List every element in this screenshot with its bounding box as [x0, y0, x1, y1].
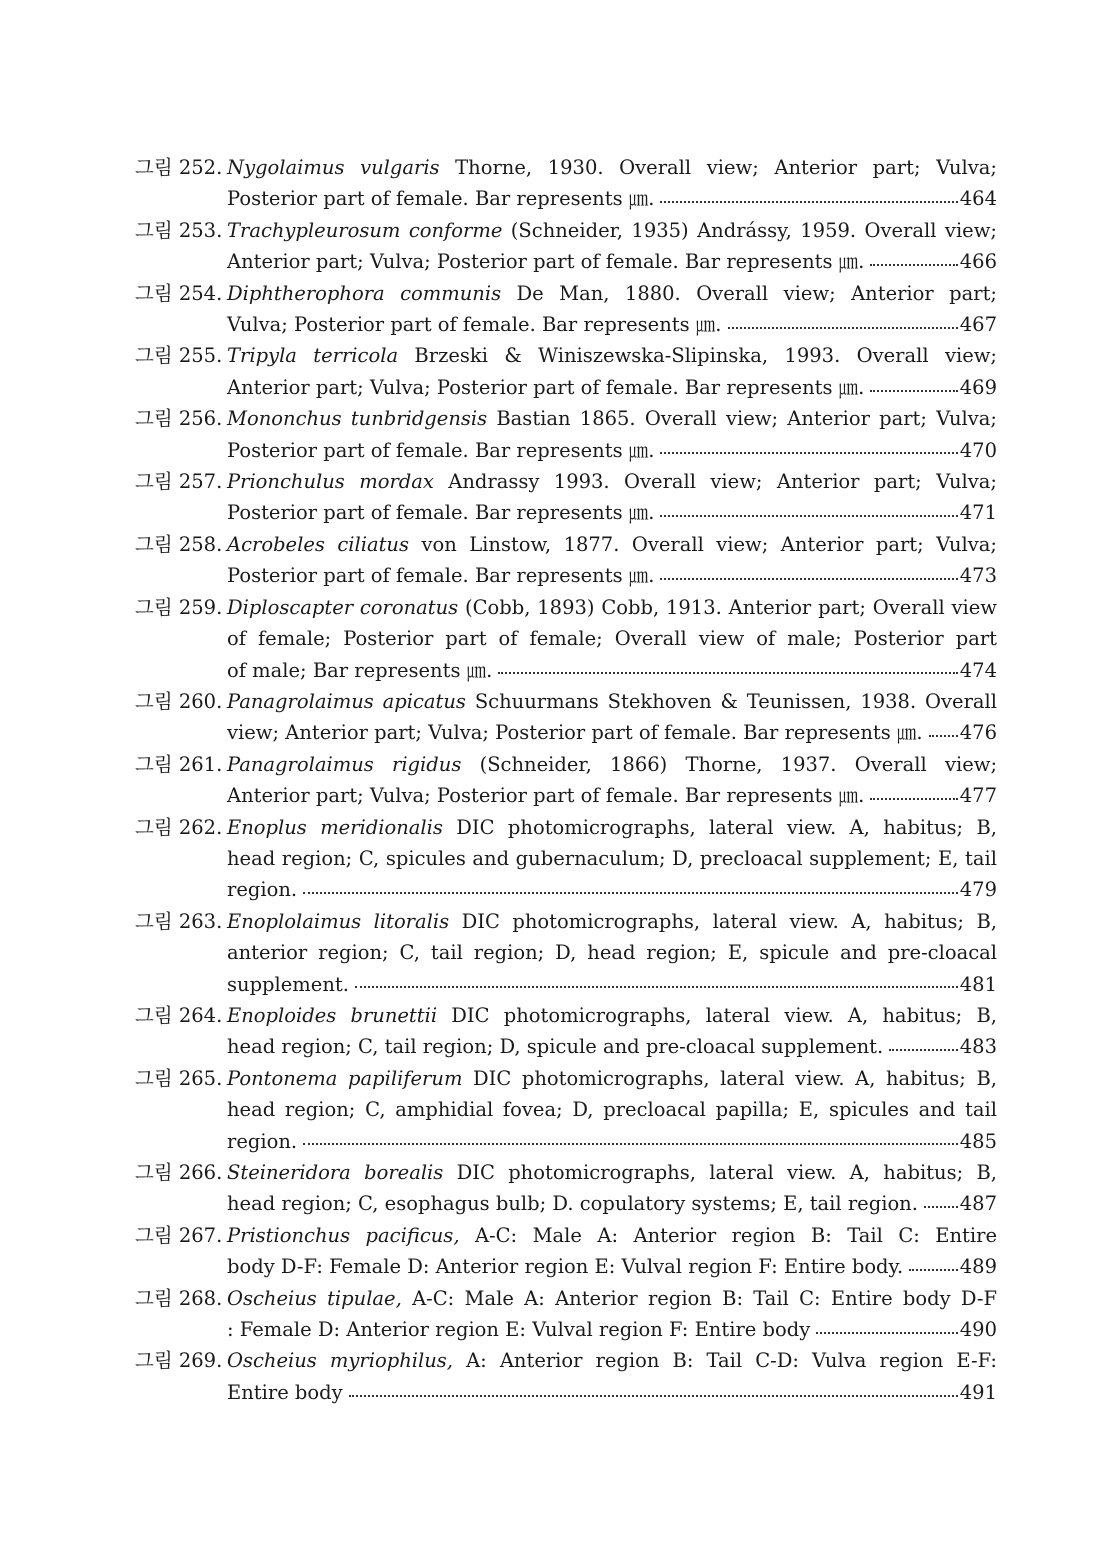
caption-line [227, 403, 997, 434]
species-name: Diploscapter coronatus [227, 595, 459, 619]
species-name: Diphtherophora communis [227, 281, 502, 305]
page-number[interactable]: 479 [959, 878, 997, 902]
caption-line [227, 215, 997, 246]
page-number[interactable]: 466 [959, 250, 997, 274]
caption-line [227, 1031, 997, 1062]
caption-text: A: Anterior region B: Tail C-D: Vulva region E-F: [453, 1349, 997, 1373]
caption-text: of female; Posterior part of female; Overall view of male; Posterior part [227, 627, 997, 651]
page-number[interactable]: 470 [959, 438, 997, 462]
page-number[interactable]: 469 [959, 375, 997, 399]
figure-entry [135, 1157, 997, 1220]
species-name: Prionchulus mordax [227, 470, 434, 494]
figure-entry [135, 215, 997, 278]
page-number[interactable]: 471 [959, 501, 997, 525]
leader-dots [660, 515, 957, 517]
caption-text: Posterior part of female. Bar represents ㎛. [227, 438, 655, 462]
caption-text: (Schneider, 1935) Andrássy, 1959. Overall view; [502, 218, 997, 242]
caption-text: A-C: Male A: Anterior region B: Tail C: Entire body D-F [401, 1286, 997, 1310]
page-number[interactable]: 481 [959, 972, 997, 996]
caption-line [227, 592, 997, 623]
caption-line [227, 655, 997, 686]
caption-text: Anterior part; Vulva; Posterior part of female. Bar represents ㎛. [227, 250, 865, 274]
caption-line [227, 278, 997, 309]
figure-number: 그림 269. [135, 1349, 223, 1373]
caption-line [227, 906, 997, 937]
figure-list [135, 152, 997, 1408]
figure-number: 그림 252. [135, 156, 223, 179]
figure-number: 그림 263. [135, 909, 223, 933]
figure-entry [135, 340, 997, 403]
figure-number: 그림 257. [135, 470, 223, 494]
species-name: Pristionchus pacificus, [227, 1223, 460, 1247]
figure-number: 그림 259. [135, 595, 223, 619]
species-name: Oscheius myriophilus, [227, 1349, 453, 1373]
leader-dots [660, 452, 957, 454]
caption-line [227, 1345, 997, 1376]
caption-text: (Cobb, 1893) Cobb, 1913. Anterior part; Overall view [458, 595, 997, 619]
caption-line [227, 183, 997, 214]
leader-dots [924, 1206, 958, 1208]
page-number[interactable]: 487 [959, 1192, 997, 1216]
caption-text: Entire body [227, 1380, 343, 1404]
species-name: Panagrolaimus rigidus [227, 752, 462, 776]
leader-dots [660, 201, 957, 203]
caption-text: head region; C, spicules and gubernaculum; D, precloacal supplement; E, tail [227, 846, 997, 870]
species-name: Mononchus tunbridgensis [227, 407, 488, 431]
species-name: Steineridora borealis [227, 1161, 444, 1184]
caption-line [227, 1377, 997, 1408]
figure-number: 그림 262. [135, 815, 223, 839]
caption-text: body D-F: Female D: Anterior region E: Vulval region F: Entire body. [227, 1255, 904, 1279]
caption-text: region. [227, 878, 298, 902]
caption-text: : Female D: Anterior region E: Vulval region F: Entire body [227, 1318, 811, 1342]
figure-entry [135, 1063, 997, 1157]
caption-line [227, 152, 997, 183]
species-name: Enoplolaimus litoralis [227, 909, 450, 933]
species-name: Panagrolaimus apicatus [227, 689, 466, 713]
leader-dots [816, 1332, 958, 1334]
caption-text: Thorne, 1930. Overall view; Anterior part; Vulva; [439, 156, 997, 179]
caption-text: Vulva; Posterior part of female. Bar represents ㎛. [227, 313, 722, 337]
caption-line [227, 560, 997, 591]
figure-number: 그림 253. [135, 218, 223, 242]
figure-number: 그림 268. [135, 1286, 223, 1310]
page-number[interactable]: 489 [959, 1255, 997, 1279]
caption-line [227, 340, 997, 371]
caption-line [227, 843, 997, 874]
caption-line [227, 1126, 997, 1157]
caption-line [227, 749, 997, 780]
figure-entry [135, 1283, 997, 1346]
leader-dots [889, 1049, 958, 1051]
species-name: Oscheius tipulae, [227, 1286, 402, 1310]
caption-line [227, 1000, 997, 1031]
figure-number: 그림 264. [135, 1003, 223, 1027]
figure-entry [135, 1345, 997, 1408]
caption-line [227, 623, 997, 654]
caption-line [227, 309, 997, 340]
caption-text: Posterior part of female. Bar represents ㎛. [227, 187, 655, 211]
caption-line [227, 969, 997, 1000]
caption-line [227, 717, 997, 748]
page-number[interactable]: 474 [959, 658, 997, 682]
caption-text: Andrassy 1993. Overall view; Anterior part; Vulva; [433, 470, 997, 494]
caption-line [227, 812, 997, 843]
caption-line [227, 466, 997, 497]
caption-line [227, 937, 997, 968]
caption-text: head region; C, tail region; D, spicule and pre-cloacal supplement. [227, 1035, 884, 1059]
caption-text: of male; Bar represents ㎛. [227, 658, 493, 682]
caption-text: Anterior part; Vulva; Posterior part of female. Bar represents ㎛. [227, 784, 865, 808]
figure-entry [135, 466, 997, 529]
caption-line [227, 1283, 997, 1314]
figure-number: 그림 267. [135, 1223, 223, 1247]
caption-text: Bastian 1865. Overall view; Anterior part; Vulva; [487, 407, 997, 431]
caption-text: anterior region; C, tail region; D, head region; E, spicule and pre-cloacal [227, 941, 997, 965]
figure-entry [135, 906, 997, 1000]
figure-number: 그림 266. [135, 1161, 223, 1184]
caption-line [227, 1251, 997, 1282]
caption-line [227, 1314, 997, 1345]
figure-number: 그림 255. [135, 344, 223, 368]
figure-entry [135, 686, 997, 749]
species-name: Tripyla terricola [227, 344, 399, 368]
caption-text: A-C: Male A: Anterior region B: Tail C: Entire [459, 1223, 997, 1247]
caption-line [227, 529, 997, 560]
caption-text: De Man, 1880. Overall view; Anterior part; [501, 281, 998, 305]
page-number[interactable]: 491 [959, 1380, 997, 1404]
leader-dots [303, 892, 958, 894]
caption-text: Posterior part of female. Bar represents ㎛. [227, 501, 655, 525]
caption-line [227, 1157, 997, 1188]
caption-text: head region; C, esophagus bulb; D. copulatory systems; E, tail region. [227, 1192, 918, 1216]
caption-line [227, 1063, 997, 1094]
caption-line [227, 1220, 997, 1251]
caption-text: head region; C, amphidial fovea; D, precloacal papilla; E, spicules and tail [227, 1098, 997, 1122]
leader-dots [498, 672, 957, 674]
figure-entry [135, 278, 997, 341]
page-number[interactable]: 485 [959, 1129, 997, 1153]
figure-number: 그림 258. [135, 532, 223, 556]
leader-dots [660, 578, 957, 580]
caption-line [227, 1188, 997, 1219]
caption-text: DIC photomicrographs, lateral view. A, habitus; B, [442, 815, 997, 839]
leader-dots [870, 264, 957, 266]
caption-text: Posterior part of female. Bar represents ㎛. [227, 564, 655, 588]
page-number[interactable]: 490 [959, 1318, 997, 1342]
leader-dots [355, 986, 958, 988]
figure-entry [135, 1000, 997, 1063]
caption-line [227, 435, 997, 466]
caption-text: DIC photomicrographs, lateral view. A, habitus; B, [462, 1066, 997, 1090]
caption-text: DIC photomicrographs, lateral view. A, habitus; B, [449, 909, 998, 933]
figure-entry [135, 1220, 997, 1283]
leader-dots [728, 327, 958, 329]
leader-dots [909, 1269, 958, 1271]
caption-text: region. [227, 1129, 298, 1153]
caption-line [227, 372, 997, 403]
caption-text: view; Anterior part; Vulva; Posterior part of female. Bar represents ㎛. [227, 721, 923, 745]
caption-text: Anterior part; Vulva; Posterior part of female. Bar represents ㎛. [227, 375, 865, 399]
caption-line [227, 780, 997, 811]
leader-dots [870, 798, 957, 800]
figure-entry [135, 152, 997, 215]
page-number[interactable]: 473 [959, 564, 997, 588]
figure-entry [135, 403, 997, 466]
figure-number: 그림 260. [135, 689, 223, 713]
figure-entry [135, 592, 997, 686]
figure-number: 그림 261. [135, 752, 223, 776]
caption-line [227, 497, 997, 528]
figure-number: 그림 265. [135, 1066, 223, 1090]
leader-dots [349, 1395, 958, 1397]
caption-text: Brzeski & Winiszewska-Slipinska, 1993. Overall view; [398, 344, 997, 368]
leader-dots [929, 735, 958, 737]
caption-text: (Schneider, 1866) Thorne, 1937. Overall view; [461, 752, 998, 776]
species-name: Nygolaimus vulgaris [227, 156, 440, 179]
caption-text: Schuurmans Stekhoven & Teunissen, 1938. Overall [465, 689, 997, 713]
page-number[interactable]: 477 [959, 784, 997, 808]
leader-dots [303, 1143, 958, 1145]
caption-text: von Linstow, 1877. Overall view; Anterior part; Vulva; [408, 532, 997, 556]
species-name: Enoploides brunettii [227, 1003, 438, 1027]
page-number[interactable]: 483 [959, 1035, 997, 1059]
caption-text: supplement. [227, 972, 349, 996]
figure-number: 그림 254. [135, 281, 223, 305]
figure-entry [135, 812, 997, 906]
species-name: Enoplus meridionalis [227, 815, 443, 839]
page-number[interactable]: 464 [959, 187, 997, 211]
caption-line [227, 874, 997, 905]
figure-entry [135, 749, 997, 812]
caption-line [227, 686, 997, 717]
caption-text: DIC photomicrographs, lateral view. A, habitus; B, [443, 1161, 998, 1184]
species-name: Pontonema papiliferum [227, 1066, 463, 1090]
species-name: Acrobeles ciliatus [227, 532, 409, 556]
species-name: Trachypleurosum conforme [227, 218, 503, 242]
caption-line [227, 1094, 997, 1125]
page-number[interactable]: 476 [959, 721, 997, 745]
caption-line [227, 246, 997, 277]
figure-number: 그림 256. [135, 407, 223, 431]
figure-entry [135, 529, 997, 592]
caption-text: DIC photomicrographs, lateral view. A, habitus; B, [437, 1003, 997, 1027]
leader-dots [870, 390, 957, 392]
page-number[interactable]: 467 [959, 313, 997, 337]
